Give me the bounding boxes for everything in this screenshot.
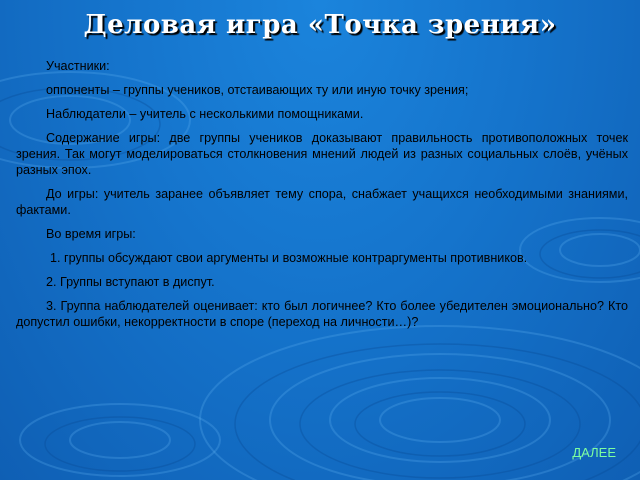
slide-body — [16, 58, 628, 338]
slide-title: Деловая игра «Точка зрения» — [83, 10, 557, 40]
list-item-step-2: 2. Группы вступают в диспут. — [46, 275, 215, 289]
list-item-step-3: 3. Группа наблюдателей оценивает: кто был логичнее? Кто более убедителен эмоционально? Кто допустил ошибки, некорректности в споре (переход на личности…)? — [16, 299, 628, 329]
paragraph-opponents: оппоненты – группы учеников, отстаивающих ту или иную точку зрения; — [46, 83, 469, 97]
paragraph-observers: Наблюдатели – учитель с несколькими помощниками. — [46, 107, 364, 121]
paragraph-before-game: До игры: учитель заранее объявляет тему спора, снабжает учащихся необходимыми знаниями, фактами. — [16, 187, 628, 217]
next-link[interactable]: ДАЛЕЕ — [572, 445, 616, 460]
paragraph-during-game-heading: Во время игры: — [46, 227, 136, 241]
paragraph-game-content: Содержание игры: две группы учеников доказывают правильность противоположных точек зрения. Так могут моделироваться столкновения мнений людей из разных социальных слоёв, учёных разных эпох. — [16, 131, 628, 177]
paragraph-participants-heading: Участники: — [46, 59, 110, 73]
list-item-step-1: 1. группы обсуждают свои аргументы и возможные контраргументы противников. — [50, 251, 528, 265]
